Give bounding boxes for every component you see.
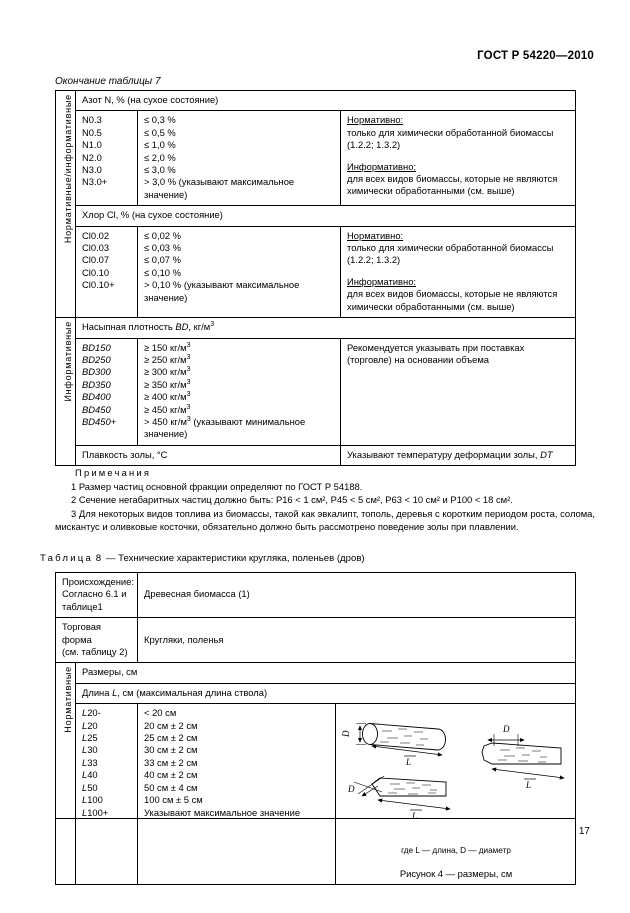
note-item: 2 Сечение негабаритных частиц должно быть: P16 < 1 см², P45 < 5 см², P63 < 10 см² и P100 < 18 см².: [71, 494, 513, 506]
trade-form-label-line2: (см. таблицу 2): [62, 646, 128, 658]
table-row: [56, 318, 576, 338]
value-cell: 100 см ± 5 см: [144, 794, 203, 806]
diameter-label-1: D: [342, 730, 352, 738]
value-cell: ≤ 0,02 %: [144, 229, 181, 241]
grade-cell: L100: [82, 794, 103, 806]
grade-cell: Cl0.02: [82, 229, 110, 241]
grade-cell: L30: [82, 744, 98, 756]
grade-cell: BD300: [82, 366, 111, 378]
footer-rule: [55, 818, 575, 819]
origin-label-line1: Происхождение:: [62, 576, 134, 587]
remark-informative-label: Информативно:: [347, 275, 417, 287]
value-cell: > 0,10 % (указывают максимальное значение): [144, 279, 300, 303]
ash-remark-prefix: Указывают температуру деформации золы,: [347, 448, 541, 460]
figure-cell: [336, 704, 576, 885]
value-cell: 40 см ± 2 см: [144, 769, 198, 781]
table8-caption-text: — Технические характеристики кругляка, поленьев (дров): [105, 553, 365, 564]
length-label-1: L: [406, 757, 412, 768]
table-row: [56, 111, 576, 206]
table7-vertical-label-informative: Информативные: [56, 318, 76, 466]
value-cell: < 20 см: [144, 707, 177, 719]
diameter-label-2: D: [503, 724, 510, 735]
length-heading: [76, 683, 576, 703]
bulk-density-value-list: [138, 338, 341, 445]
table-row: [56, 91, 576, 111]
value-cell: ≤ 0,07 %: [144, 254, 181, 266]
value-cell: > 3,0 % (указывают максимальное значение): [144, 176, 295, 200]
dimensions-heading: Размеры, см: [76, 663, 576, 683]
table-row: [56, 338, 576, 445]
remark-normative-text: только для химически обработанной биомассы (1.2.2; 1.3.2): [347, 126, 554, 151]
remark-informative-text: для всех видов биомассы, которые не являются химически обработанными (см. выше): [347, 173, 558, 197]
value-cell: ≥ 300 $кг/м^3$: [144, 366, 191, 378]
ash-melting-remark-cell: [341, 445, 576, 465]
length-heading-prefix: Длина: [82, 686, 113, 698]
figure-4: [342, 712, 570, 880]
grade-cell: N3.0: [82, 164, 102, 176]
bd-heading-suffix: , кг/м: [188, 321, 211, 333]
origin-value-cell: Древесная биомасса (1): [138, 573, 576, 618]
figure-title: Рисунок 4 — размеры, см: [399, 868, 513, 880]
notes-title: Примечания: [75, 467, 152, 478]
grade-cell: BD250: [82, 353, 111, 365]
origin-label-cell: [56, 573, 138, 618]
bd-heading-symbol: BD: [175, 321, 189, 333]
value-cell: Указывают максимальное значение: [144, 806, 301, 818]
grade-cell: N2.0: [82, 151, 102, 163]
table8-vertical-label: Нормативные: [56, 663, 76, 885]
value-cell: 30 см ± 2 см: [144, 744, 198, 756]
value-cell: 20 см ± 2 см: [144, 719, 198, 731]
chlorine-value-list: [138, 226, 341, 317]
value-cell: ≤ 0,03 %: [144, 242, 181, 254]
nitrogen-grade-list: [76, 111, 138, 206]
value-cell: > 450 $кг/м^3$ (указывают минимальное значение): [144, 415, 306, 440]
table-row: [56, 206, 576, 226]
value-cell: ≥ 350 $кг/м^3$: [144, 378, 191, 390]
nitrogen-section-heading: Азот N, % (на сухое состояние): [76, 91, 576, 111]
value-cell: ≥ 250 $кг/м^3$: [144, 353, 191, 365]
table-row: [56, 573, 576, 618]
value-cell: ≤ 1,0 %: [144, 139, 176, 151]
value-cell: ≥ 400 $кг/м^3$: [144, 391, 191, 403]
remark-informative-label: Информативно:: [347, 160, 417, 172]
trade-form-label-line1: Торговая форма: [62, 621, 102, 645]
table-row: [56, 618, 576, 663]
grade-cell: L20-: [82, 707, 101, 719]
remark-normative-text: только для химически обработанной биомассы (1.2.2; 1.3.2): [347, 242, 554, 266]
grade-cell: Cl0.10: [82, 266, 110, 278]
table-row: [56, 445, 576, 465]
value-cell: ≤ 3,0 %: [144, 164, 176, 176]
bd-heading-exponent: 3: [210, 320, 215, 328]
remark-informative-text: для всех видов биомассы, которые не являются химически обработанными (см. выше): [347, 288, 558, 312]
length-grade-list: [76, 704, 138, 885]
grade-cell: BD150: [82, 341, 111, 353]
value-cell: ≥ 450 $кг/м^3$: [144, 403, 191, 415]
value-cell: ≤ 0,5 %: [144, 126, 176, 138]
ash-melting-heading: Плавкость золы, °С: [76, 445, 341, 465]
bulk-density-heading: [76, 318, 576, 338]
table8-caption-number: 8: [95, 553, 104, 564]
note-item: 1 Размер частиц основной фракции определяют по ГОСТ Р 54188.: [71, 481, 363, 493]
chlorine-remark-cell: [341, 226, 576, 317]
length-label-2: L: [526, 780, 532, 791]
grade-cell: N3.0+: [82, 176, 108, 188]
table8-caption: [40, 553, 365, 564]
value-cell: 50 см ± 4 см: [144, 781, 198, 793]
bd-heading-prefix: Насыпная плотность: [82, 321, 176, 333]
table-7: [55, 90, 576, 466]
value-cell: ≤ 0,10 %: [144, 266, 181, 278]
grade-cell: BD350: [82, 378, 111, 390]
nitrogen-value-list: [138, 111, 341, 206]
grade-cell: L40: [82, 769, 98, 781]
figure-legend: где L — длина, D — диаметр: [401, 845, 511, 855]
table8-caption-label: Таблица: [40, 553, 94, 564]
trade-form-label-cell: [56, 618, 138, 663]
value-cell: ≥ 150 $кг/м^3$: [144, 341, 191, 353]
origin-label-line2: Согласно 6.1 и таблице1: [62, 588, 127, 612]
length-heading-suffix: , см (максимальная длина ствола): [117, 686, 268, 698]
value-cell: 33 см ± 2 см: [144, 756, 198, 768]
diameter-label-3: D: [348, 784, 355, 795]
bulk-density-remark-cell: Рекомендуется указывать при поставках (торговле) на основании объема: [341, 338, 576, 445]
value-cell: ≤ 2,0 %: [144, 151, 176, 163]
table-row: [56, 704, 576, 885]
table-8: [55, 572, 576, 885]
table7-vertical-label-normative: Нормативные/информативные: [56, 91, 76, 318]
nitrogen-remark-cell: [341, 111, 576, 206]
bulk-density-grade-list: [76, 338, 138, 445]
grade-cell: Cl0.03: [82, 242, 110, 254]
grade-cell: N0.5: [82, 126, 102, 138]
grade-cell: BD450+: [82, 415, 117, 427]
table7-continuation-caption: Окончание таблицы 7: [55, 76, 161, 87]
length-label-3: L: [412, 811, 418, 822]
grade-cell: BD450: [82, 403, 111, 415]
ash-remark-symbol: DT: [540, 448, 553, 460]
grade-cell: L33: [82, 756, 98, 768]
length-heading-symbol: L: [112, 686, 118, 698]
table-row: [56, 226, 576, 317]
table-row: [56, 663, 576, 683]
remark-normative-label: Нормативно:: [347, 229, 404, 241]
trade-form-value-cell: Кругляки, поленья: [138, 618, 576, 663]
grade-cell: Cl0.10+: [82, 279, 115, 291]
page-header-standard: ГОСТ Р 54220—2010: [477, 50, 594, 62]
remark-normative-label: Нормативно:: [347, 114, 404, 126]
chlorine-section-heading: Хлор Cl, % (на сухое состояние): [76, 206, 576, 226]
table7-notes: [55, 466, 595, 533]
page-number: 17: [578, 826, 590, 837]
length-value-list: [138, 704, 336, 885]
grade-cell: L25: [82, 732, 98, 744]
chlorine-grade-list: [76, 226, 138, 317]
table-row: [56, 683, 576, 703]
note-item: 3 Для некоторых видов топлива из биомассы, такой как эвкалипт, тополь, деревья с коротким периодом роста, солома, мискантус и оливковые косточки, обязательно должно быть рассмотрено поведение золы при плавлении.: [55, 507, 595, 532]
grade-cell: L20: [82, 719, 98, 731]
grade-cell: N0.3: [82, 114, 102, 126]
grade-cell: N1.0: [82, 139, 102, 151]
grade-cell: L50: [82, 781, 98, 793]
grade-cell: Cl0.07: [82, 254, 110, 266]
value-cell: ≤ 0,3 %: [144, 114, 176, 126]
grade-cell: BD400: [82, 391, 111, 403]
grade-cell: L100+: [82, 806, 109, 818]
value-cell: 25 см ± 2 см: [144, 732, 198, 744]
